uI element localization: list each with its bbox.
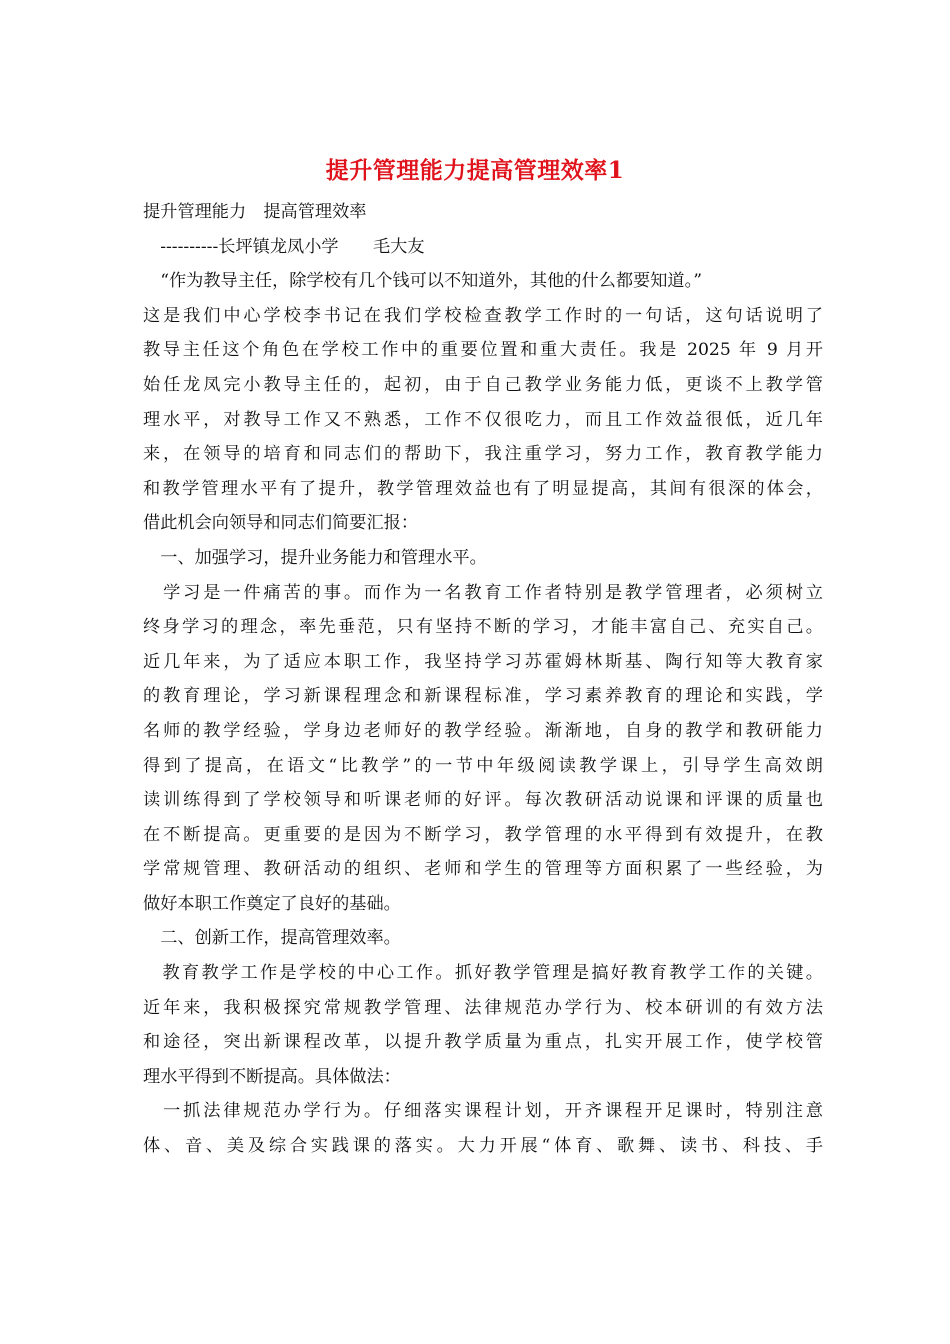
body-line: 始任龙凤完小教导主任的，起初，由于自己教学业务能力低，更谈不上教学管 — [143, 374, 823, 395]
document-body — [143, 195, 823, 1164]
body-line: 来，在领导的培育和同志们的帮助下，我注重学习，努力工作，教育教学能力 — [143, 444, 823, 465]
body-line: 教育教学工作是学校的中心工作。抓好教学管理是搞好教育教学工作的关键。 — [143, 963, 823, 984]
body-line: “作为教导主任，除学校有几个钱可以不知道外，其他的什么都要知道。” — [143, 271, 702, 292]
body-line: 做好本职工作奠定了良好的基础。 — [143, 893, 401, 914]
body-line: 这是我们中心学校李书记在我们学校检查教学工作时的一句话，这句话说明了 — [143, 305, 823, 326]
body-line: 教导主任这个角色在学校工作中的重要位置和重大责任。我是 2025 年 9 月开 — [143, 340, 823, 361]
body-line: 终身学习的理念，率先垂范，只有坚持不断的学习，才能丰富自己、充实自己。 — [143, 617, 823, 638]
document-byline: ----------长坪镇龙凤小学 毛大友 — [143, 236, 425, 257]
body-line: 在不断提高。更重要的是因为不断学习，教学管理的水平得到有效提升，在教 — [143, 824, 823, 845]
body-line: 体、音、美及综合实践课的落实。大力开展“体育、歌舞、读书、科技、手 — [143, 1136, 823, 1157]
body-line: 学习是一件痛苦的事。而作为一名教育工作者特别是教学管理者，必须树立 — [143, 582, 823, 603]
section-heading: 一、加强学习，提升业务能力和管理水平。 — [143, 547, 487, 568]
body-line: 理水平得到不断提高。具体做法： — [143, 1066, 401, 1087]
body-line: 学常规管理、教研活动的组织、老师和学生的管理等方面积累了一些经验，为 — [143, 859, 823, 880]
body-line: 名师的教学经验，学身边老师好的教学经验。渐渐地，自身的教学和教研能力 — [143, 720, 823, 741]
body-line: 一抓法律规范办学行为。仔细落实课程计划，开齐课程开足课时，特别注意 — [143, 1101, 823, 1122]
body-line: 理水平，对教导工作又不熟悉，工作不仅很吃力，而且工作效益很低，近几年 — [143, 409, 823, 430]
section-heading: 二、创新工作，提高管理效率。 — [143, 928, 401, 949]
body-line: 的教育理论，学习新课程理念和新课程标准，学习素养教育的理论和实践，学 — [143, 686, 823, 707]
body-line: 和途径，突出新课程改革，以提升教学质量为重点，扎实开展工作，使学校管 — [143, 1032, 823, 1053]
body-line: 近几年来，为了适应本职工作，我坚持学习苏霍姆林斯基、陶行知等大教育家 — [143, 651, 823, 672]
document-subtitle: 提升管理能力 提高管理效率 — [143, 202, 367, 222]
document-title: 提升管理能力提高管理效率1 — [325, 157, 625, 184]
body-line: 读训练得到了学校领导和听课老师的好评。每次教研活动说课和评课的质量也 — [143, 790, 823, 811]
body-line: 和教学管理水平有了提升，教学管理效益也有了明显提高，其间有很深的体会， — [143, 478, 823, 499]
body-line: 得到了提高，在语文“比教学”的一节中年级阅读教学课上，引导学生高效朗 — [143, 755, 823, 776]
body-line: 近年来，我积极探究常规教学管理、法律规范办学行为、校本研训的有效方法 — [143, 997, 823, 1018]
body-line: 借此机会向领导和同志们简要汇报： — [143, 513, 419, 534]
